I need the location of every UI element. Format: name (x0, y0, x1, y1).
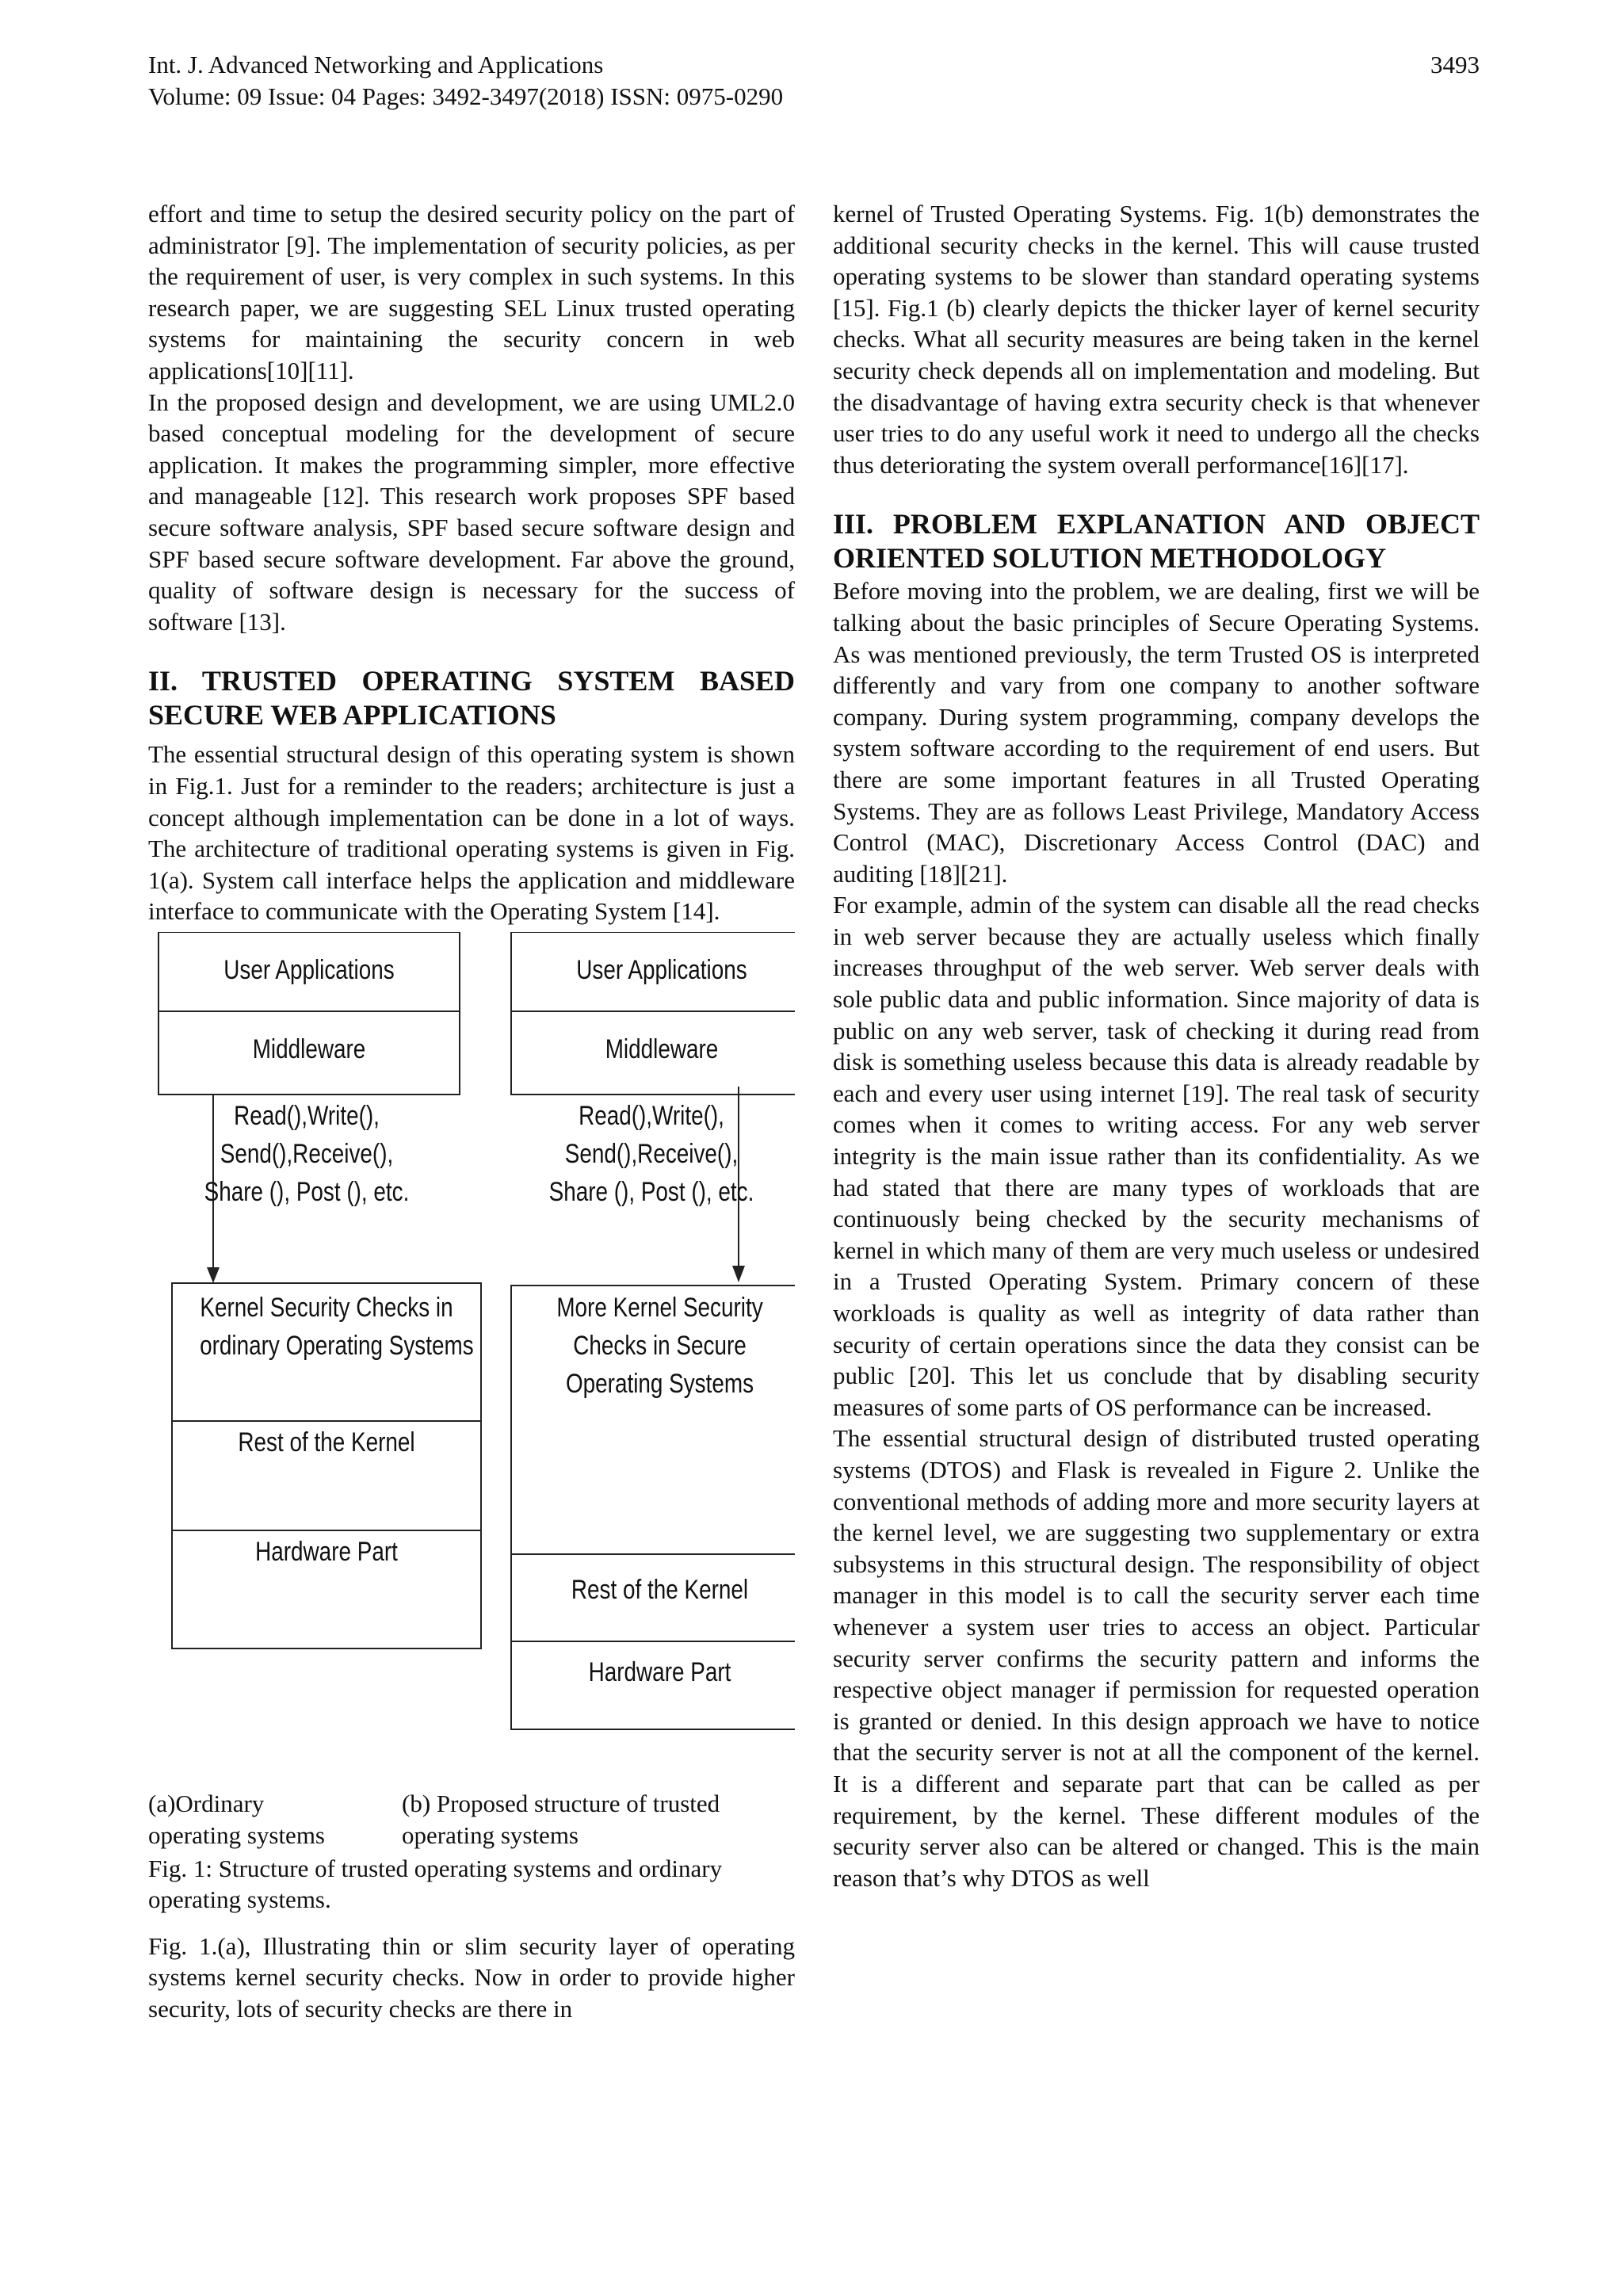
right-calls-line-2: Send(),Receive(), (564, 1138, 739, 1169)
running-header (148, 49, 1480, 113)
right-paragraph-2: Before moving into the problem, we are dealing, first we will be talking about the basic principles of Secure Operating Systems. As was mentioned previously, the term Trusted OS is interpreted differently and vary from one company to another software company. During system programming, company develops the system software according to the requirement of end users. But there are some important features in all Trusted Operating Systems. They are as follows Least Privilege, Mandatory Access Control (MAC), Discretionary Access Control (DAC) and auditing [18][21]. (833, 577, 1480, 888)
left-column (148, 198, 795, 2025)
left-calls-line-1: Read(),Write(), (234, 1100, 380, 1131)
left-paragraph-1: effort and time to setup the desired security policy on the part of administrator [9]. The implementation of security policies, as per the requirement of user, is very complex in such systems. In this research paper, we are suggesting SEL Linux trusted operating systems for maintaining the security concern in web applications[10][11]. (148, 200, 795, 384)
left-paragraph-2: In the proposed design and development, we are using UML2.0 based conceptual modeling for the development of secure application. It makes the programming simpler, more effective and manageable [12]. This research work proposes SPF based secure software analysis, SPF based secure software design and SPF based secure software development. Far above the ground, quality of software design is necessary for the success of software [13]. (148, 388, 795, 636)
left-calls-line-3: Share (), Post (), etc. (204, 1176, 410, 1207)
sublabel-a-line-2: operating systems (148, 1820, 325, 1849)
journal-title: Int. J. Advanced Networking and Applications (148, 51, 604, 78)
right-calls-line-3: Share (), Post (), etc. (548, 1176, 754, 1207)
left-middleware: Middleware (252, 1033, 366, 1064)
left-user-applications: User Applications (223, 954, 395, 985)
caption-line-1: Fig. 1: Structure of trusted operating systems and ordinary (148, 1854, 723, 1882)
section-heading-3: III. PROBLEM EXPLANATION AND OBJECT ORIENTED SOLUTION METHODOLOGY (833, 508, 1480, 575)
right-kernel-checks-line-1: More Kernel Security (556, 1292, 763, 1323)
figure-1-caption (148, 1853, 795, 1920)
right-paragraph-3: For example, admin of the system can disable all the read checks in web server because they are actually useless which finally increases throughput of the web server. Web server deals with sole public data and public information. Since majority of data is public on any web server, task of checking it during read from disk is something useless because this data is already readable by each and every user using internet [19]. The real task of security comes when it comes to writing access. For any web server integrity is the main issue rather than its confidentiality. As we had stated that there are many types of workloads that are continuously being checked by the security mechanisms of kernel in which many of them are very much useless or undesired in a Trusted Operating System. Primary concern of these workloads is quality as well as integrity of data rather than security of certain operations since the data they consist can be public [20]. This let us conclude that by disabling security measures of some parts of OS performance can be increased. (833, 891, 1480, 1421)
right-paragraph-4: The essential structural design of distributed trusted operating systems (DTOS) and Flask is revealed in Figure 2. Unlike the conventional methods of adding more and more security layers at the kernel level, we are suggesting two supplementary or extra subsystems in this structural design. The responsibility of object manager in this model is to call the security server each time whenever a system user tries to access an object. Particular security server confirms the security pattern and informs the respective object manager if permission for requested operation is granted or denied. In this design approach we have to notice that the security server is not at all the component of the kernel. It is a different and separate part that can be called as per requirement, by the kernel. These different modules of the security server also can be altered or changed. This is the main reason that’s why DTOS as well (833, 1424, 1480, 1892)
page-number: 3493 (1430, 51, 1480, 78)
figure-1-sublabels (148, 1788, 795, 1855)
right-rest-of-kernel: Rest of the Kernel (571, 1574, 749, 1605)
sublabel-b-line-2: operating systems (402, 1820, 579, 1849)
left-paragraph-4: Fig. 1.(a), Illustrating thin or slim security layer of operating systems kernel security checks. Now in order to provide higher security, lots of security checks are there in (148, 1931, 795, 2023)
right-kernel-checks-line-3: Operating Systems (565, 1368, 754, 1399)
left-rest-of-kernel: Rest of the Kernel (238, 1427, 415, 1457)
right-paragraph-1: kernel of Trusted Operating Systems. Fig. 1(b) demonstrates the additional security checks in the kernel. This will cause trusted operating systems to be slower than standard operating systems [15]. Fig.1 (b) clearly depicts the thicker layer of kernel security checks. What all security measures are being taken in the kernel security check depends all on implementation and modeling. But the disadvantage of having extra security check is that whenever user tries to do any useful work it need to undergo all the checks thus deteriorating the system overall performance[16][17]. (833, 200, 1480, 479)
left-hardware-part: Hardware Part (255, 1536, 398, 1567)
left-kernel-checks-line-1: Kernel Security Checks in (200, 1292, 453, 1323)
right-arrow-head (732, 1266, 745, 1282)
figure-1 (148, 932, 795, 1788)
section-heading-2: II. TRUSTED OPERATING SYSTEM BASED SECURE WEB APPLICATIONS (148, 665, 795, 732)
left-kernel-checks-line-2: ordinary Operating Systems (200, 1330, 474, 1361)
right-hardware-part: Hardware Part (588, 1656, 731, 1687)
right-calls-line-1: Read(),Write(), (579, 1100, 724, 1131)
right-user-applications: User Applications (576, 954, 747, 985)
caption-line-2: operating systems. (148, 1885, 331, 1914)
sublabel-b-line-1: (b) Proposed structure of trusted (402, 1789, 720, 1817)
right-middleware: Middleware (605, 1033, 719, 1064)
right-column (833, 198, 1480, 1893)
left-calls-line-2: Send(),Receive(), (220, 1138, 394, 1169)
volume-info: Volume: 09 Issue: 04 Pages: 3492-3497(2018) ISSN: 0975-0290 (148, 82, 784, 110)
left-paragraph-3: The essential structural design of this operating system is shown in Fig.1. Just for a reminder to the readers; architecture is just a concept although implementation can be done in a lot of ways. The architecture of traditional operating systems is given in Fig. 1(a). System call interface helps the application and middleware interface to communicate with the Operating System [14]. (148, 740, 795, 926)
right-kernel-checks-line-2: Checks in Secure (573, 1330, 747, 1361)
sublabel-a-line-1: (a)Ordinary (148, 1789, 265, 1817)
left-arrow-head (207, 1267, 220, 1283)
